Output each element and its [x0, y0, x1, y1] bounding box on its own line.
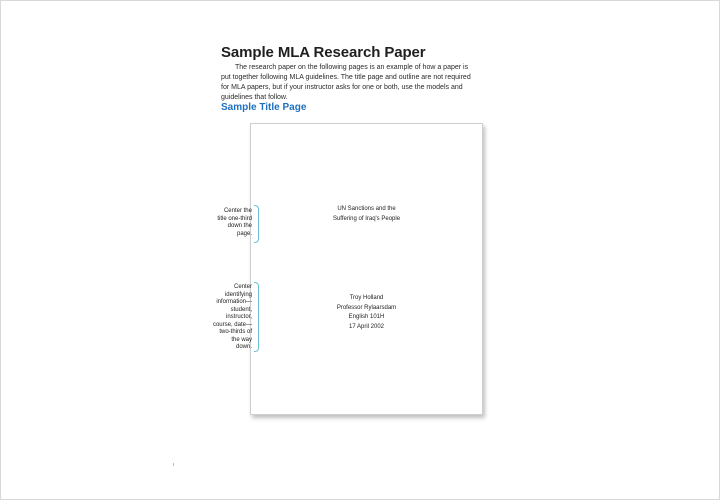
- identifying-information: [251, 294, 482, 332]
- page-mark: [173, 463, 174, 466]
- info-placement-annotation: [200, 284, 252, 352]
- course-name: English 101H: [348, 314, 385, 320]
- annotation-line: identifying: [224, 291, 252, 298]
- paper-title-line: UN Sanctions and the: [337, 206, 396, 212]
- document-heading: Sample MLA Research Paper: [221, 44, 426, 61]
- paper-title: [251, 204, 482, 224]
- annotation-line: student,: [230, 306, 252, 313]
- paper-date: 17 April 2002: [348, 323, 385, 330]
- annotation-line: instructor,: [225, 314, 252, 320]
- intro-paragraph: The research paper on the following pages is an example of how a paper is put together following MLA guidelines. The title page and outline are not required for MLA papers, but if your instructor asks for one or both, use the models and guidelines that follow.: [221, 64, 471, 101]
- paper-title-line: Suffering of Iraq's People: [332, 216, 401, 222]
- annotation-bracket: [254, 282, 259, 352]
- annotation-line: course, date—: [212, 321, 252, 328]
- annotation-line: down.: [235, 344, 252, 350]
- annotation-line: the way: [231, 336, 252, 343]
- instructor-name: Professor Rylaarsdam: [336, 304, 397, 311]
- annotation-bracket: [254, 205, 259, 243]
- annotation-line: down the: [227, 223, 252, 229]
- annotation-line: title one-third: [217, 215, 252, 222]
- annotation-line: two-thirds of: [219, 329, 252, 335]
- sample-title-page: [250, 123, 483, 415]
- sample-title-page-heading: Sample Title Page: [221, 102, 307, 113]
- annotation-line: information—: [216, 299, 252, 305]
- annotation-line: Center the: [223, 208, 252, 214]
- annotation-line: Center: [233, 284, 252, 290]
- annotation-line: page.: [236, 230, 252, 237]
- student-name: Troy Holland: [349, 295, 384, 301]
- title-placement-annotation: [200, 208, 252, 238]
